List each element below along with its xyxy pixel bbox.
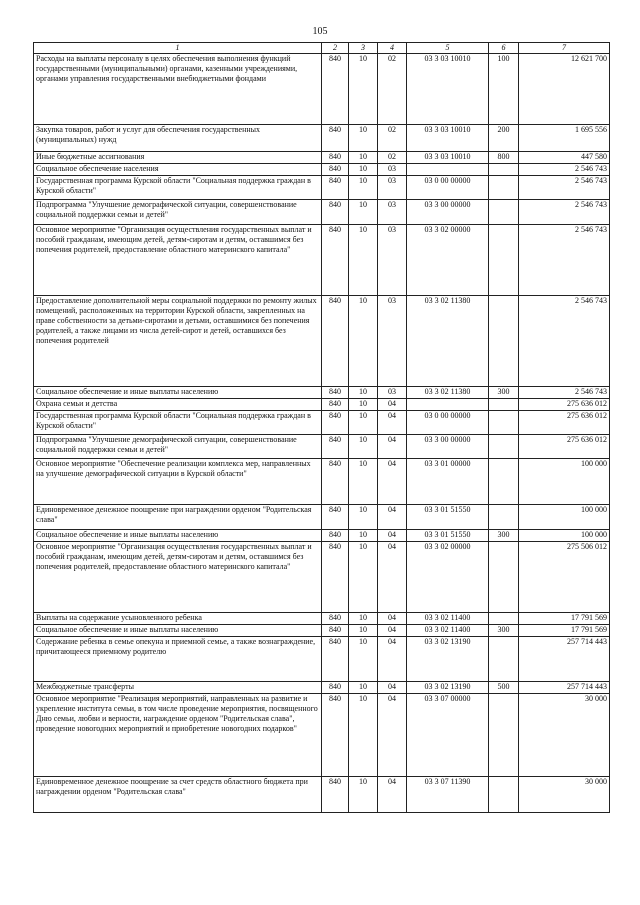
row-name: Основное мероприятие "Организация осуществления государственных выплат и пособий гражданам, имеющим детей, детям-сиротам и детям, оставшимся без попечения родителей, предоставление областного материнского капитала" [34, 542, 322, 613]
row-podrazdel: 04 [378, 682, 407, 694]
row-target-article: 03 3 02 00000 [407, 225, 489, 296]
table-row [34, 625, 610, 637]
row-amount: 2 546 743 [519, 200, 610, 225]
row-podrazdel: 03 [378, 387, 407, 399]
row-vedomstvo: 840 [322, 225, 349, 296]
row-razdel: 10 [349, 296, 378, 387]
row-vedomstvo: 840 [322, 296, 349, 387]
row-vedomstvo: 840 [322, 459, 349, 505]
row-target-article: 03 3 03 10010 [407, 54, 489, 125]
table-row [34, 682, 610, 694]
row-target-article: 03 3 02 11380 [407, 296, 489, 387]
table-row [34, 435, 610, 459]
row-target-article: 03 3 07 11390 [407, 777, 489, 813]
column-header: 4 [378, 43, 407, 54]
page-number: 105 [312, 26, 328, 37]
row-expense-type [489, 164, 519, 176]
row-expense-type: 300 [489, 530, 519, 542]
row-vedomstvo: 840 [322, 625, 349, 637]
row-podrazdel: 03 [378, 200, 407, 225]
row-amount: 100 000 [519, 505, 610, 530]
row-vedomstvo: 840 [322, 176, 349, 200]
column-header: 5 [407, 43, 489, 54]
table-row [34, 530, 610, 542]
row-target-article: 03 3 01 51550 [407, 530, 489, 542]
table-row [34, 777, 610, 813]
row-name: Социальное обеспечение и иные выплаты населению [34, 387, 322, 399]
row-expense-type [489, 399, 519, 411]
row-vedomstvo: 840 [322, 637, 349, 682]
row-target-article: 03 3 07 00000 [407, 694, 489, 777]
row-expense-type [489, 435, 519, 459]
row-razdel: 10 [349, 225, 378, 296]
row-razdel: 10 [349, 694, 378, 777]
row-expense-type [489, 613, 519, 625]
row-name: Выплаты на содержание усыновленного ребенка [34, 613, 322, 625]
row-vedomstvo: 840 [322, 152, 349, 164]
row-expense-type: 500 [489, 682, 519, 694]
row-vedomstvo: 840 [322, 387, 349, 399]
row-expense-type: 800 [489, 152, 519, 164]
row-target-article: 03 3 02 11380 [407, 387, 489, 399]
row-podrazdel: 04 [378, 542, 407, 613]
row-podrazdel: 04 [378, 411, 407, 435]
row-razdel: 10 [349, 682, 378, 694]
row-podrazdel: 02 [378, 54, 407, 125]
column-header: 3 [349, 43, 378, 54]
table-row [34, 225, 610, 296]
row-vedomstvo: 840 [322, 694, 349, 777]
row-vedomstvo: 840 [322, 682, 349, 694]
row-expense-type: 300 [489, 387, 519, 399]
row-vedomstvo: 840 [322, 542, 349, 613]
row-podrazdel: 03 [378, 164, 407, 176]
row-target-article: 03 0 00 00000 [407, 176, 489, 200]
table-header-row [34, 43, 610, 54]
row-vedomstvo: 840 [322, 200, 349, 225]
row-amount: 17 791 569 [519, 625, 610, 637]
row-amount: 100 000 [519, 459, 610, 505]
row-amount: 275 636 012 [519, 435, 610, 459]
table-row [34, 54, 610, 125]
row-name: Подпрограмма "Улучшение демографической ситуации, совершенствование социальной поддержки семьи и детей" [34, 435, 322, 459]
row-vedomstvo: 840 [322, 125, 349, 152]
row-name: Единовременное денежное поощрение при награждении орденом "Родительская слава" [34, 505, 322, 530]
row-target-article: 03 3 02 11400 [407, 613, 489, 625]
row-target-article: 03 3 01 51550 [407, 505, 489, 530]
row-expense-type [489, 411, 519, 435]
row-podrazdel: 02 [378, 152, 407, 164]
row-vedomstvo: 840 [322, 613, 349, 625]
table-row [34, 200, 610, 225]
row-name: Государственная программа Курской области "Социальная поддержка граждан в Курской области" [34, 176, 322, 200]
row-amount: 1 695 556 [519, 125, 610, 152]
row-razdel: 10 [349, 200, 378, 225]
row-expense-type [489, 505, 519, 530]
table-row [34, 411, 610, 435]
row-expense-type [489, 459, 519, 505]
row-vedomstvo: 840 [322, 411, 349, 435]
row-expense-type [489, 225, 519, 296]
row-amount: 2 546 743 [519, 176, 610, 200]
row-name: Единовременное денежное поощрение за счет средств областного бюджета при награждении орденом "Родительская слава" [34, 777, 322, 813]
row-razdel: 10 [349, 625, 378, 637]
row-target-article [407, 399, 489, 411]
table-row [34, 387, 610, 399]
row-vedomstvo: 840 [322, 164, 349, 176]
row-amount: 2 546 743 [519, 387, 610, 399]
row-expense-type: 300 [489, 625, 519, 637]
row-target-article: 03 3 01 00000 [407, 459, 489, 505]
table-row [34, 459, 610, 505]
row-expense-type [489, 777, 519, 813]
row-razdel: 10 [349, 505, 378, 530]
row-razdel: 10 [349, 542, 378, 613]
row-razdel: 10 [349, 613, 378, 625]
table-row [34, 176, 610, 200]
row-target-article: 03 3 02 11400 [407, 625, 489, 637]
row-podrazdel: 04 [378, 694, 407, 777]
row-amount: 17 791 569 [519, 613, 610, 625]
row-target-article: 03 3 00 00000 [407, 435, 489, 459]
row-amount: 275 506 012 [519, 542, 610, 613]
row-amount: 12 621 700 [519, 54, 610, 125]
row-expense-type [489, 176, 519, 200]
row-name: Социальное обеспечение населения [34, 164, 322, 176]
row-name: Предоставление дополнительной меры социальной поддержки по ремонту жилых помещений, расположенных на территории Курской области, закрепленных на праве собственности за детьми-сиротами и детьми, оставшимися без попечения родителей, а также лицами из числа детей-сирот и детей, оставшихся без попечения родителей [34, 296, 322, 387]
row-razdel: 10 [349, 637, 378, 682]
column-header: 6 [489, 43, 519, 54]
row-podrazdel: 04 [378, 459, 407, 505]
row-podrazdel: 02 [378, 125, 407, 152]
row-razdel: 10 [349, 777, 378, 813]
row-name: Межбюджетные трансферты [34, 682, 322, 694]
row-target-article: 03 0 00 00000 [407, 411, 489, 435]
row-name: Охрана семьи и детства [34, 399, 322, 411]
row-name: Социальное обеспечение и иные выплаты населению [34, 625, 322, 637]
row-vedomstvo: 840 [322, 530, 349, 542]
row-expense-type: 200 [489, 125, 519, 152]
row-vedomstvo: 840 [322, 399, 349, 411]
row-amount: 30 000 [519, 694, 610, 777]
table-row [34, 694, 610, 777]
row-amount: 275 636 012 [519, 399, 610, 411]
row-razdel: 10 [349, 530, 378, 542]
row-name: Расходы на выплаты персоналу в целях обеспечения выполнения функций государственными (муниципальными) органами, казенными учреждениями, органами управления государственными внебюджетными фондами [34, 54, 322, 125]
table-row [34, 399, 610, 411]
row-expense-type: 100 [489, 54, 519, 125]
row-razdel: 10 [349, 435, 378, 459]
row-name: Содержание ребенка в семье опекуна и приемной семье, а также вознаграждение, причитающееся приемному родителю [34, 637, 322, 682]
row-expense-type [489, 542, 519, 613]
row-target-article: 03 3 03 10010 [407, 152, 489, 164]
row-razdel: 10 [349, 152, 378, 164]
table-row [34, 125, 610, 152]
row-amount: 275 636 012 [519, 411, 610, 435]
row-expense-type [489, 200, 519, 225]
row-vedomstvo: 840 [322, 505, 349, 530]
table-row [34, 505, 610, 530]
row-target-article: 03 3 02 13190 [407, 682, 489, 694]
row-amount: 257 714 443 [519, 637, 610, 682]
row-podrazdel: 04 [378, 435, 407, 459]
table-row [34, 152, 610, 164]
row-razdel: 10 [349, 54, 378, 125]
row-name: Основное мероприятие "Организация осуществления государственных выплат и пособий гражданам, имеющим детей, детям-сиротам и детям, оставшимся без попечения родителей, предоставление областного материнского капитала" [34, 225, 322, 296]
row-podrazdel: 04 [378, 777, 407, 813]
row-target-article: 03 3 00 00000 [407, 200, 489, 225]
row-target-article [407, 164, 489, 176]
row-amount: 447 580 [519, 152, 610, 164]
row-amount: 2 546 743 [519, 225, 610, 296]
row-razdel: 10 [349, 125, 378, 152]
column-header: 2 [322, 43, 349, 54]
row-expense-type [489, 637, 519, 682]
row-amount: 2 546 743 [519, 296, 610, 387]
row-razdel: 10 [349, 387, 378, 399]
row-podrazdel: 04 [378, 399, 407, 411]
row-podrazdel: 03 [378, 296, 407, 387]
row-target-article: 03 3 02 00000 [407, 542, 489, 613]
row-amount: 30 000 [519, 777, 610, 813]
table-row [34, 542, 610, 613]
row-expense-type [489, 694, 519, 777]
row-podrazdel: 04 [378, 505, 407, 530]
row-razdel: 10 [349, 164, 378, 176]
row-podrazdel: 04 [378, 530, 407, 542]
row-name: Иные бюджетные ассигнования [34, 152, 322, 164]
row-razdel: 10 [349, 459, 378, 505]
table-row [34, 637, 610, 682]
row-target-article: 03 3 02 13190 [407, 637, 489, 682]
row-name: Основное мероприятие "Обеспечение реализации комплекса мер, направленных на улучшение демографической ситуации в Курской области" [34, 459, 322, 505]
row-vedomstvo: 840 [322, 435, 349, 459]
budget-table [33, 42, 610, 813]
row-vedomstvo: 840 [322, 777, 349, 813]
row-name: Государственная программа Курской области "Социальная поддержка граждан в Курской области" [34, 411, 322, 435]
row-name: Закупка товаров, работ и услуг для обеспечения государственных (муниципальных) нужд [34, 125, 322, 152]
row-podrazdel: 03 [378, 225, 407, 296]
row-target-article: 03 3 03 10010 [407, 125, 489, 152]
table-row [34, 296, 610, 387]
row-name: Подпрограмма "Улучшение демографической ситуации, совершенствование социальной поддержки семьи и детей" [34, 200, 322, 225]
row-amount: 100 000 [519, 530, 610, 542]
row-name: Социальное обеспечение и иные выплаты населению [34, 530, 322, 542]
row-name: Основное мероприятие "Реализация мероприятий, направленных на развитие и укрепление института семьи, в том числе проведение мероприятия, посвященного Дню семьи, любви и верности, награждение орденом "Родительская слава", проведение новогодних мероприятий и приобретение новогодних подарков" [34, 694, 322, 777]
table-row [34, 613, 610, 625]
column-header: 1 [34, 43, 322, 54]
row-razdel: 10 [349, 399, 378, 411]
row-podrazdel: 04 [378, 625, 407, 637]
column-header: 7 [519, 43, 610, 54]
row-expense-type [489, 296, 519, 387]
row-amount: 257 714 443 [519, 682, 610, 694]
row-razdel: 10 [349, 411, 378, 435]
row-podrazdel: 03 [378, 176, 407, 200]
row-razdel: 10 [349, 176, 378, 200]
row-vedomstvo: 840 [322, 54, 349, 125]
row-podrazdel: 04 [378, 613, 407, 625]
table-row [34, 164, 610, 176]
row-amount: 2 546 743 [519, 164, 610, 176]
row-podrazdel: 04 [378, 637, 407, 682]
